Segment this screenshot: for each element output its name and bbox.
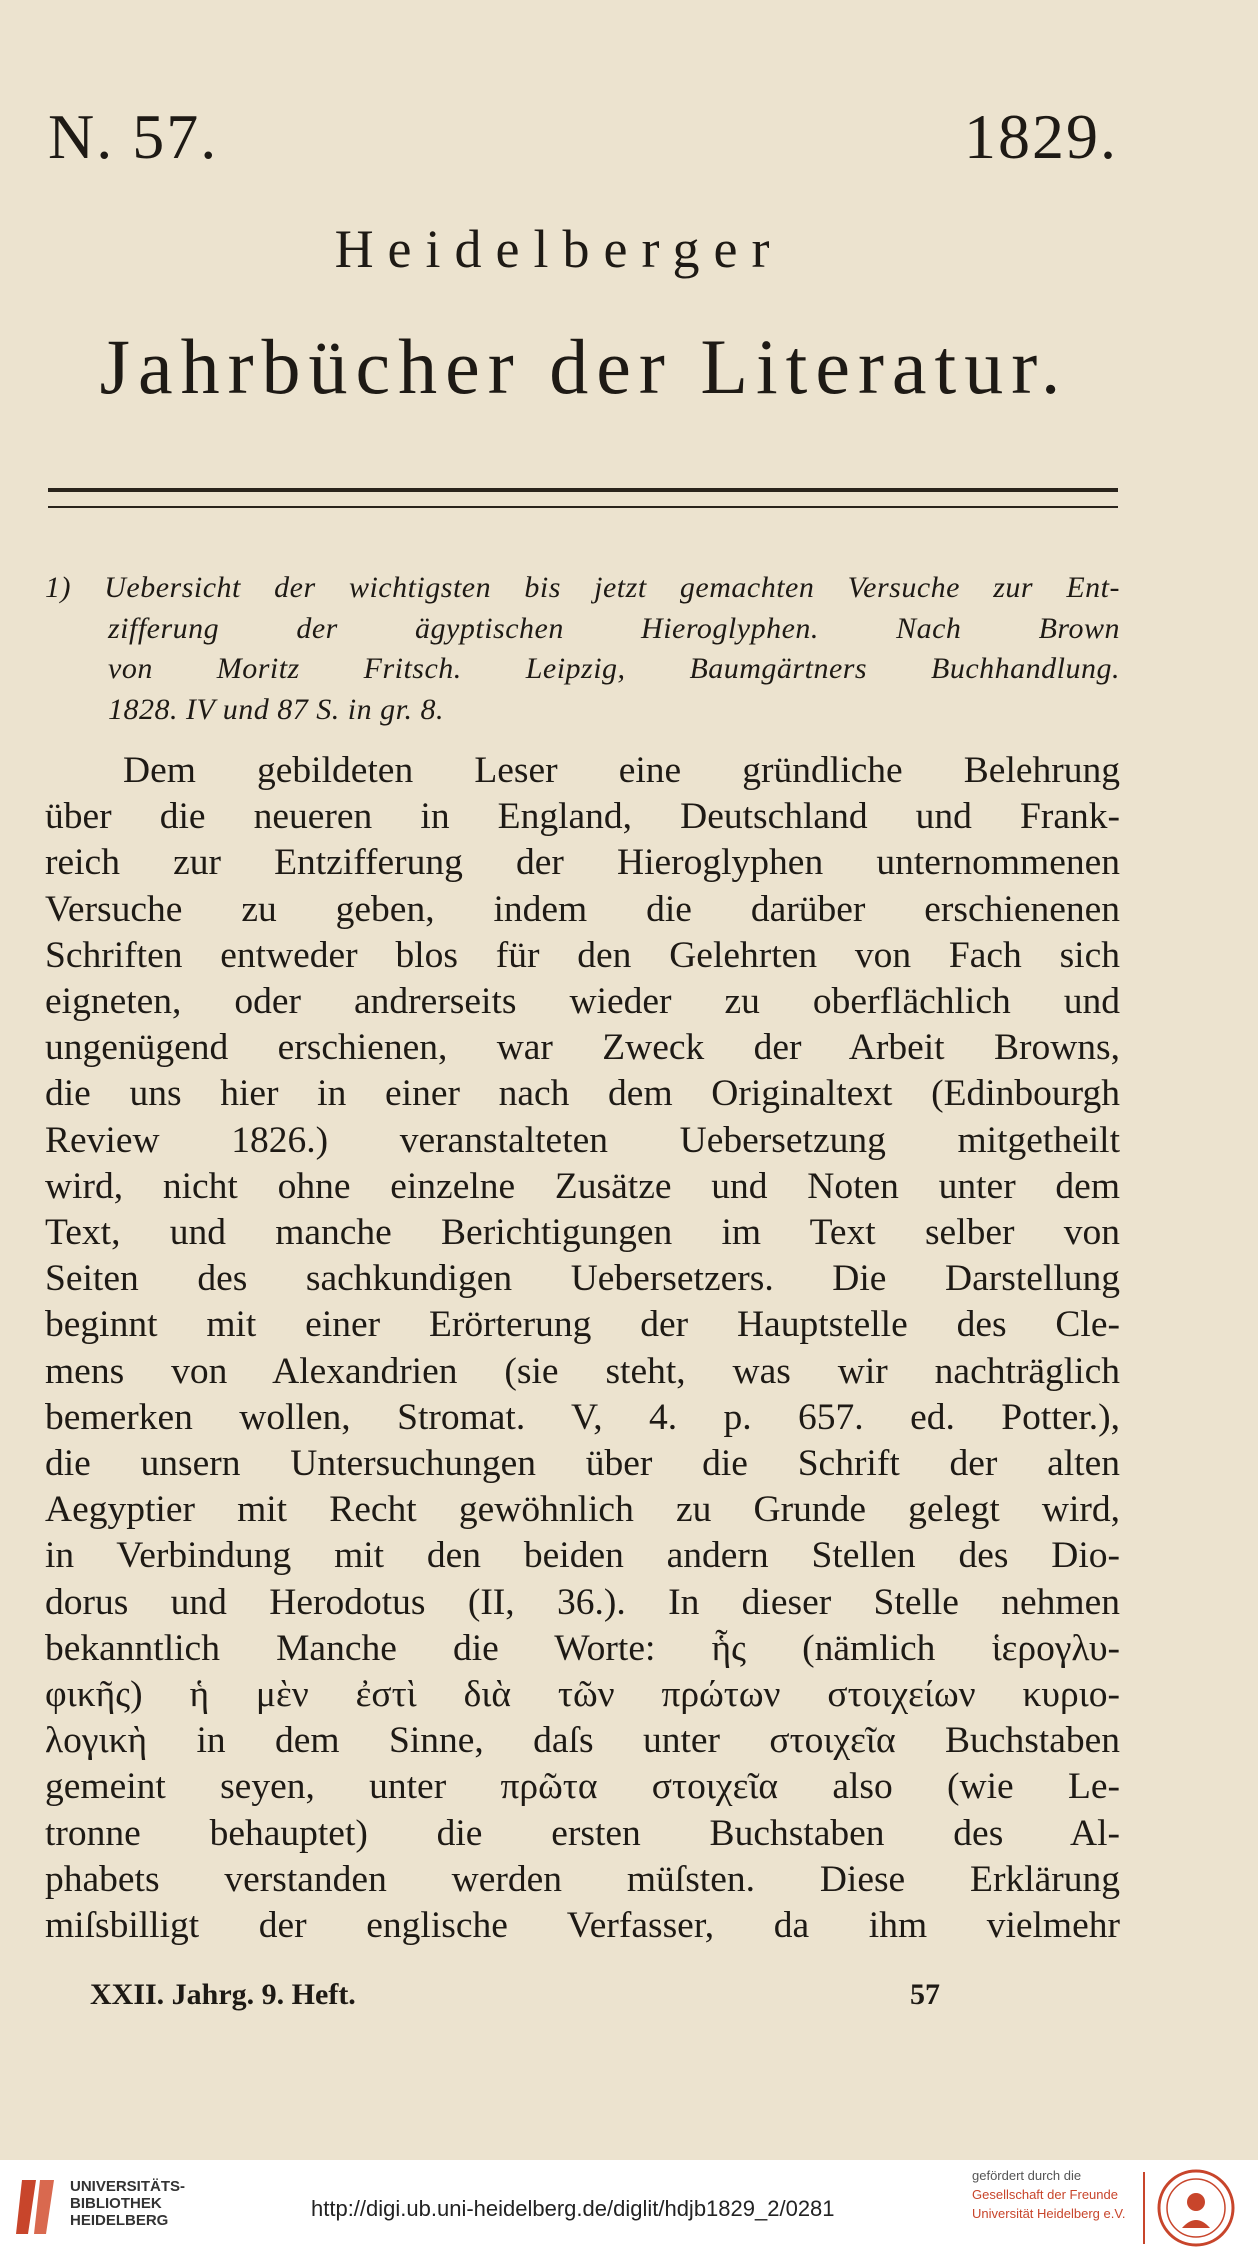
library-name-line: HEIDELBERG [70, 2212, 169, 2229]
body-line: Aegyptier mit Recht gewöhnlich zu Grunde gelegt wird, [45, 1489, 1120, 1531]
body-line: die uns hier in einer nach dem Originaltext (Edinbourgh [45, 1073, 1120, 1115]
body-line: Text, und manche Berichtigungen im Text selber von [45, 1212, 1120, 1254]
permalink-url[interactable]: http://digi.ub.uni-heidelberg.de/diglit/hdjb1829_2/0281 [311, 2196, 835, 2221]
university-seal-icon [1156, 2168, 1236, 2248]
body-line: bemerken wollen, Stromat. V, 4. p. 657. ed. Potter.), [45, 1396, 1120, 1438]
body-line: Dem gebildeten Leser eine gründliche Belehrung [123, 750, 1120, 791]
sponsor-line: Gesellschaft der Freunde [972, 2187, 1118, 2202]
body-line: dorus und Herodotus (II, 36.). In dieser Stelle nehmen [45, 1581, 1120, 1623]
citation-line: 1828. IV und 87 S. in gr. 8. [108, 692, 444, 726]
body-line: wird, nicht ohne einzelne Zusätze und Noten unter dem [45, 1165, 1120, 1207]
body-line: Versuche zu geben, indem die darüber erschienenen [45, 888, 1120, 930]
article-citation [45, 568, 1120, 730]
body-line: tronne behauptet) die ersten Buchstaben des Al- [45, 1812, 1120, 1854]
body-line: ungenügend erschienen, war Zweck der Arbeit Browns, [45, 1027, 1120, 1069]
body-line: λογικὴ in dem Sinne, daſs unter στοιχεῖα Buchstaben [45, 1720, 1120, 1762]
body-line: über die neueren in England, Deutschland und Frank- [45, 796, 1120, 838]
body-line: beginnt mit einer Erörterung der Hauptstelle des Cle- [45, 1304, 1120, 1346]
page-number: 57 [910, 1978, 940, 2011]
library-name [70, 2178, 185, 2229]
body-line: die unsern Untersuchungen über die Schrift der alten [45, 1443, 1120, 1485]
body-line: bekanntlich Manche die Worte: ἧς (nämlich ἱερογλυ- [45, 1627, 1120, 1669]
library-name-line: UNIVERSITÄTS- [70, 2178, 186, 2195]
body-line: Seiten des sachkundigen Uebersetzers. Die Darstellung [45, 1258, 1120, 1300]
body-line: eigneten, oder andrerseits wieder zu oberflächlich und [45, 981, 1120, 1023]
body-line: reich zur Entzifferung der Hieroglyphen unternommenen [45, 842, 1120, 884]
library-name-line: BIBLIOTHEK [70, 2195, 162, 2212]
body-line: Review 1826.) veranstalteten Uebersetzung mitgetheilt [45, 1119, 1120, 1161]
body-line: gemeint seyen, unter πρῶτα στοιχεῖα also (wie Le- [45, 1766, 1120, 1808]
body-line: in Verbindung mit den beiden andern Stellen des Dio- [45, 1535, 1120, 1577]
digitization-footer-bar [0, 2160, 1258, 2254]
issue-header [48, 100, 1118, 174]
body-line: phabets verstanden werden müſsten. Diese Erklärung [45, 1858, 1120, 1900]
sponsor-divider [1143, 2172, 1145, 2244]
university-library-logo-icon [14, 2174, 66, 2240]
journal-title-line2: Jahrbücher der Literatur. [99, 323, 1069, 410]
citation-line: zifferung der ägyptischen Hieroglyphen. Nach Brown [108, 611, 1120, 645]
issue-year: 1829. [964, 101, 1118, 172]
body-line: miſsbilligt der englische Verfasser, da ihm vielmehr [45, 1905, 1120, 1947]
body-line: Schriften entweder blos für den Gelehrten von Fach sich [45, 934, 1120, 976]
issue-number: N. 57. [48, 101, 219, 172]
citation-line: 1) Uebersicht der wichtigsten bis jetzt gemachten Versuche zur Ent- [45, 571, 1120, 604]
signature-mark: XXII. Jahrg. 9. Heft. [90, 1978, 356, 2011]
double-rule-divider [48, 488, 1118, 508]
page-footer [90, 1978, 940, 2012]
body-line: φικῆς) ἡ μὲν ἐστὶ διὰ τῶν πρώτων στοιχείων κυριο- [45, 1674, 1120, 1716]
sponsor-credit [972, 2166, 1125, 2223]
journal-title-line1: Heidelberger [334, 219, 784, 279]
body-line: mens von Alexandrien (sie steht, was wir nachträglich [45, 1350, 1120, 1392]
sponsor-line: gefördert durch die [972, 2168, 1082, 2183]
sponsor-line: Universität Heidelberg e.V. [972, 2206, 1126, 2221]
body-text [45, 748, 1120, 1949]
citation-line: von Moritz Fritsch. Leipzig, Baumgärtners Buchhandlung. [108, 652, 1120, 685]
